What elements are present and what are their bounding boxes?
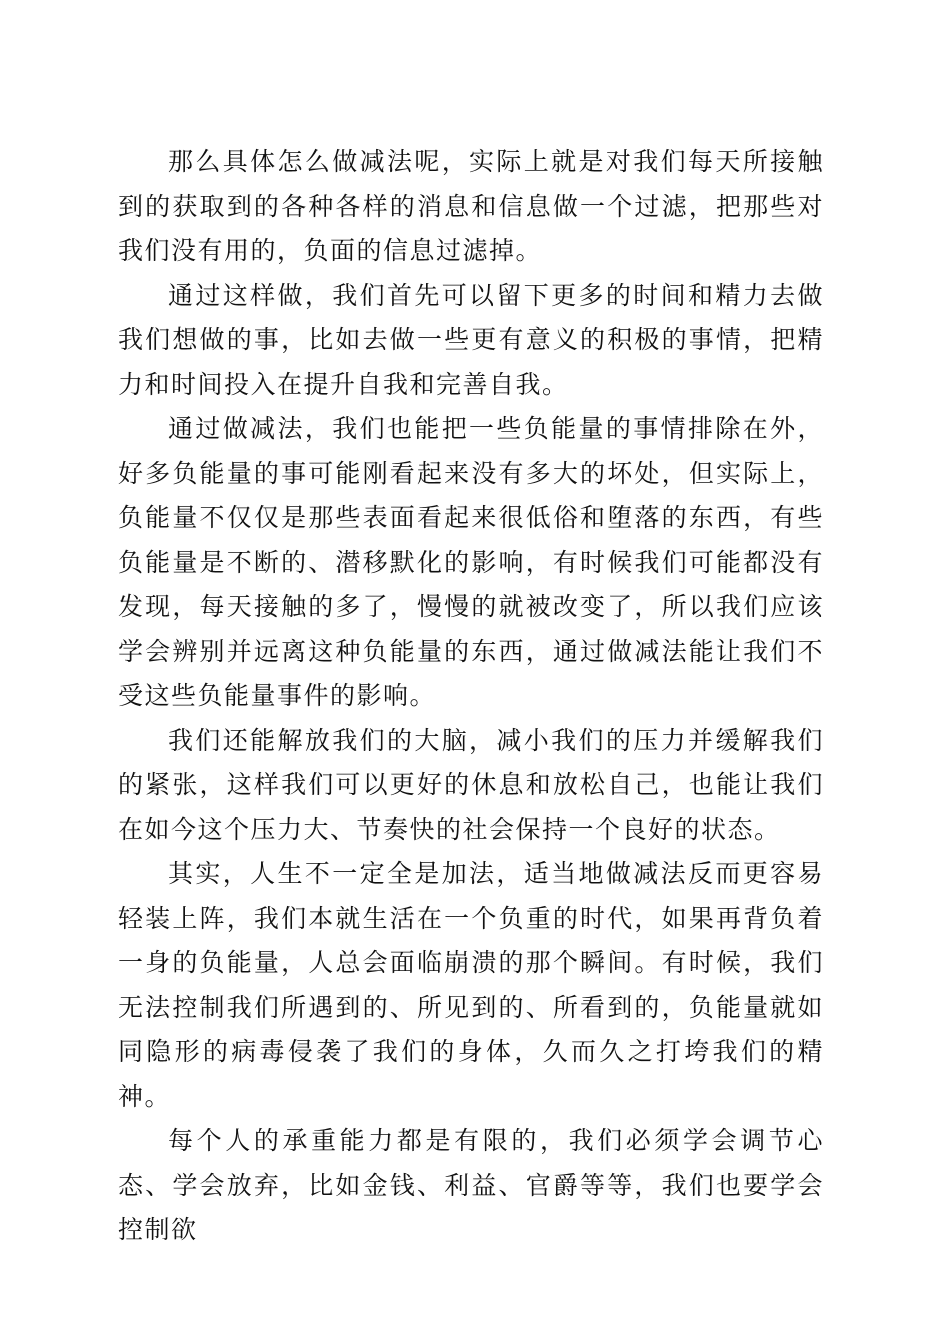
paragraph-1: 那么具体怎么做减法呢，实际上就是对我们每天所接触到的获取到的各种各样的消息和信息做一个过滤，把那些对我们没有用的，负面的信息过滤掉。 — [118, 147, 824, 265]
document-body — [118, 140, 824, 1253]
paragraph-2: 通过这样做，我们首先可以留下更多的时间和精力去做我们想做的事，比如去做一些更有意义的积极的事情，把精力和时间投入在提升自我和完善自我。 — [118, 280, 824, 399]
paragraph-4: 我们还能解放我们的大脑，减小我们的压力并缓解我们的紧张，这样我们可以更好的休息和放松自己，也能让我们在如今这个压力大、节奏快的社会保持一个良好的状态。 — [118, 725, 824, 844]
paragraph-3: 通过做减法，我们也能把一些负能量的事情排除在外，好多负能量的事可能刚看起来没有多大的坏处，但实际上，负能量不仅仅是那些表面看起来很低俗和堕落的东西，有些负能量是不断的、潜移默化的影响，有时候我们可能都没有发现，每天接触的多了，慢慢的就被改变了，所以我们应该学会辨别并远离这种负能量的东西，通过做减法能让我们不受这些负能量事件的影响。 — [118, 414, 824, 710]
paragraph-6: 每个人的承重能力都是有限的，我们必须学会调节心态、学会放弃，比如金钱、利益、官爵等等，我们也要学会控制欲 — [118, 1126, 824, 1244]
paragraph-5: 其实，人生不一定全是加法，适当地做减法反而更容易轻装上阵，我们本就生活在一个负重的时代，如果再背负着一身的负能量，人总会面临崩溃的那个瞬间。有时候，我们无法控制我们所遇到的、所见到的、所看到的，负能量就如同隐形的病毒侵袭了我们的身体，久而久之打垮我们的精神。 — [118, 859, 824, 1111]
